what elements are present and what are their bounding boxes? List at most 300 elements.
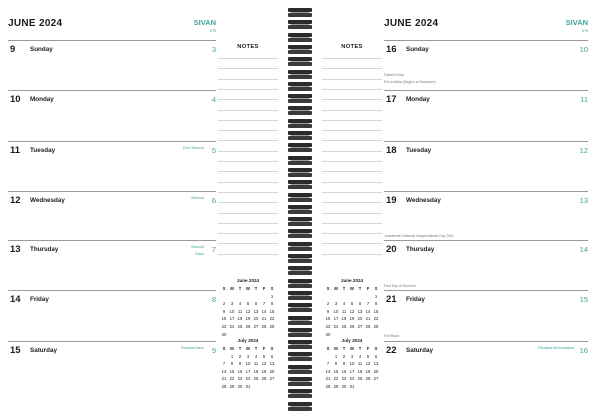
calendar-date	[220, 353, 228, 361]
calendar-date	[356, 293, 364, 301]
calendar-date: 28	[325, 383, 331, 389]
note-line	[218, 79, 278, 80]
spiral-ring	[288, 254, 312, 263]
calendar-date	[348, 293, 356, 301]
calendar-date: 4	[254, 353, 258, 359]
calendar-date: 6	[374, 353, 378, 359]
day-row	[8, 40, 216, 90]
calendar-date: 31	[349, 383, 355, 389]
calendar-date: 20	[253, 316, 259, 322]
month-header	[8, 18, 216, 40]
weekday-header: S	[222, 346, 226, 351]
mini-calendar-grid	[220, 285, 276, 338]
mini-calendar-june	[324, 276, 380, 338]
note-line	[322, 130, 382, 131]
note-line	[322, 120, 382, 121]
spiral-ring	[288, 352, 312, 361]
note-line	[322, 233, 382, 234]
note-line	[218, 110, 278, 111]
hebrew-month-script: סיון	[210, 28, 216, 33]
calendar-date: 4	[342, 301, 346, 307]
calendar-date: 9	[222, 308, 226, 314]
day-number: 19	[386, 195, 397, 206]
calendar-date	[260, 383, 268, 391]
calendar-date: 5	[350, 301, 354, 307]
day-number: 14	[10, 294, 21, 305]
day-number: 11	[10, 145, 21, 156]
weekday-header: T	[238, 286, 242, 291]
calendar-date: 21	[365, 316, 371, 322]
calendar-date: 21	[221, 376, 227, 382]
calendar-date: 12	[349, 308, 355, 314]
calendar-date	[372, 383, 380, 391]
weekday-header: M	[230, 346, 234, 351]
calendar-date: 24	[333, 323, 339, 329]
notes-title: NOTES	[237, 44, 259, 50]
note-line	[322, 161, 382, 162]
calendar-date: 19	[245, 316, 251, 322]
holiday-note: First Day of Summer	[384, 284, 417, 288]
note-line	[322, 213, 382, 214]
note-line	[322, 182, 382, 183]
spiral-ring	[288, 340, 312, 349]
holiday-note: Father's Day	[384, 73, 404, 77]
spiral-ring	[288, 303, 312, 312]
calendar-date: 10	[245, 361, 251, 367]
calendar-date: 10	[333, 308, 339, 314]
weekday-header: T	[358, 286, 362, 291]
calendar-date: 15	[333, 368, 339, 374]
calendar-date: 13	[253, 308, 259, 314]
spiral-ring	[288, 131, 312, 140]
calendar-date: 6	[270, 353, 274, 359]
calendar-date: 25	[341, 323, 347, 329]
calendar-date: 10	[229, 308, 235, 314]
calendar-date: 22	[269, 316, 275, 322]
hebrew-date: 16	[579, 346, 588, 355]
calendar-date: 30	[325, 331, 331, 337]
calendar-date: 30	[341, 383, 347, 389]
hebrew-month-script: סיון	[582, 28, 588, 33]
calendar-date: 26	[365, 376, 371, 382]
calendar-date: 1	[270, 293, 274, 299]
day-number: 16	[386, 44, 397, 55]
calendar-date: 18	[253, 368, 259, 374]
spiral-ring	[288, 389, 312, 398]
note-line	[218, 130, 278, 131]
spiral-ring	[288, 57, 312, 66]
calendar-date: 11	[253, 361, 259, 367]
note-line	[218, 254, 278, 255]
calendar-date: 12	[245, 308, 251, 314]
calendar-date	[324, 293, 332, 301]
day-number: 13	[10, 244, 21, 255]
note-line	[322, 79, 382, 80]
left-page	[8, 0, 216, 415]
day-name: Wednesday	[30, 197, 65, 204]
hebrew-date: 11	[580, 95, 588, 104]
day-row	[384, 191, 588, 241]
calendar-date	[324, 353, 332, 361]
mini-calendar-title: June 2024	[236, 278, 260, 283]
calendar-date: 14	[221, 368, 227, 374]
holiday-note-secondary: Eidus	[195, 252, 204, 256]
note-line	[218, 140, 278, 141]
calendar-date: 11	[237, 308, 243, 314]
calendar-date: 18	[237, 316, 243, 322]
spiral-ring	[288, 156, 312, 165]
mini-calendar-july	[324, 336, 380, 391]
calendar-date	[252, 293, 260, 301]
calendar-date: 8	[230, 361, 234, 367]
calendar-date: 23	[221, 323, 227, 329]
calendar-date: 23	[341, 376, 347, 382]
calendar-date: 16	[221, 316, 227, 322]
calendar-date: 8	[270, 301, 274, 307]
day-row	[384, 90, 588, 140]
note-line	[218, 68, 278, 69]
spiral-ring	[288, 82, 312, 91]
mini-calendar-grid	[324, 345, 380, 391]
note-line	[322, 202, 382, 203]
weekday-header: S	[326, 286, 330, 291]
day-row	[384, 240, 588, 290]
calendar-date: 5	[366, 353, 370, 359]
note-line	[322, 243, 382, 244]
calendar-date: 5	[246, 301, 250, 307]
mini-calendar-grid	[324, 285, 380, 338]
hebrew-date: 13	[579, 196, 588, 205]
note-line	[218, 151, 278, 152]
weekday-header: S	[270, 286, 274, 291]
calendar-date: 28	[221, 383, 227, 389]
calendar-date: 17	[349, 368, 355, 374]
calendar-date: 16	[325, 316, 331, 322]
calendar-date: 17	[245, 368, 251, 374]
day-row	[8, 191, 216, 241]
calendar-date: 1	[334, 353, 338, 359]
calendar-date: 25	[253, 376, 259, 382]
note-line	[218, 192, 278, 193]
holiday-note: Parashat Naso	[180, 346, 204, 350]
spiral-ring	[288, 106, 312, 115]
calendar-date: 30	[221, 331, 227, 337]
calendar-date: 24	[349, 376, 355, 382]
calendar-date: 9	[326, 308, 330, 314]
note-line	[322, 254, 382, 255]
spiral-ring	[288, 279, 312, 288]
calendar-date: 3	[350, 353, 354, 359]
calendar-date: 16	[341, 368, 347, 374]
calendar-date: 3	[246, 353, 250, 359]
weekday-header: F	[262, 286, 266, 291]
calendar-date	[332, 293, 340, 301]
hebrew-date: 14	[579, 245, 588, 254]
calendar-date: 24	[229, 323, 235, 329]
calendar-date: 28	[261, 323, 267, 329]
hebrew-date: 4	[211, 95, 216, 104]
note-line	[322, 68, 382, 69]
hebrew-date: 12	[579, 146, 588, 155]
day-row	[384, 290, 588, 340]
calendar-date: 29	[229, 383, 235, 389]
notes-title: NOTES	[341, 44, 363, 50]
calendar-date: 26	[245, 323, 251, 329]
calendar-date: 14	[365, 308, 371, 314]
hebrew-month: SIVAN	[565, 18, 588, 27]
weekday-header: M	[230, 286, 234, 291]
holiday-note: Shavuot	[191, 245, 204, 249]
calendar-date: 11	[341, 308, 347, 314]
spiral-ring	[288, 193, 312, 202]
spiral-ring	[288, 168, 312, 177]
day-name: Sunday	[406, 46, 429, 53]
calendar-date: 19	[349, 316, 355, 322]
holiday-note: Eid al-Adha (Begins at Sundown)	[384, 80, 436, 84]
calendar-date: 21	[261, 316, 267, 322]
day-row	[8, 290, 216, 340]
spiral-ring	[288, 20, 312, 29]
calendar-date: 23	[325, 323, 331, 329]
calendar-date: 10	[349, 361, 355, 367]
calendar-date: 8	[374, 301, 378, 307]
calendar-date: 1	[230, 353, 234, 359]
day-number: 10	[10, 94, 21, 105]
day-name: Monday	[406, 96, 430, 103]
day-name: Tuesday	[406, 147, 432, 154]
spiral-ring	[288, 365, 312, 374]
calendar-date	[220, 293, 228, 301]
note-line	[218, 120, 278, 121]
calendar-date: 29	[269, 323, 275, 329]
calendar-date: 26	[349, 323, 355, 329]
calendar-date: 23	[237, 376, 243, 382]
hebrew-date: 10	[579, 45, 588, 54]
hebrew-date: 8	[211, 295, 216, 304]
day-row	[8, 90, 216, 140]
calendar-date: 9	[238, 361, 242, 367]
weekday-header: T	[254, 346, 258, 351]
calendar-date: 17	[333, 316, 339, 322]
hebrew-date: 7	[211, 245, 216, 254]
day-name: Friday	[30, 296, 49, 303]
calendar-date	[260, 293, 268, 301]
calendar-date: 2	[238, 353, 242, 359]
calendar-date: 22	[333, 376, 339, 382]
weekday-header: T	[358, 346, 362, 351]
spiral-ring	[288, 242, 312, 251]
spiral-ring	[288, 119, 312, 128]
calendar-date: 27	[253, 323, 259, 329]
calendar-date: 15	[269, 308, 275, 314]
note-line	[218, 202, 278, 203]
calendar-date: 3	[334, 301, 338, 307]
calendar-date: 15	[229, 368, 235, 374]
day-number: 9	[10, 44, 16, 55]
day-number: 21	[386, 294, 397, 305]
day-row	[384, 40, 588, 90]
calendar-date: 29	[373, 323, 379, 329]
calendar-date: 4	[358, 353, 362, 359]
note-line	[322, 140, 382, 141]
note-line	[322, 171, 382, 172]
day-name: Monday	[30, 96, 54, 103]
spiral-ring	[288, 33, 312, 42]
day-number: 12	[10, 195, 21, 206]
day-name: Sunday	[30, 46, 53, 53]
calendar-date: 20	[373, 368, 379, 374]
note-line	[218, 223, 278, 224]
day-name: Tuesday	[30, 147, 56, 154]
calendar-date: 7	[222, 361, 226, 367]
spiral-ring	[288, 180, 312, 189]
month-title: JUNE 2024	[8, 18, 63, 29]
note-line	[322, 151, 382, 152]
note-line	[322, 89, 382, 90]
calendar-date: 27	[357, 323, 363, 329]
day-row	[8, 341, 216, 391]
calendar-date: 19	[261, 368, 267, 374]
note-line	[218, 58, 278, 59]
calendar-date: 14	[261, 308, 267, 314]
note-line	[218, 99, 278, 100]
day-number: 20	[386, 244, 397, 255]
day-row	[8, 141, 216, 191]
weekday-header: M	[334, 286, 338, 291]
calendar-date	[364, 383, 372, 391]
weekday-header: W	[246, 346, 250, 351]
weekday-header: S	[374, 346, 378, 351]
calendar-date: 12	[365, 361, 371, 367]
weekday-header: T	[238, 346, 242, 351]
calendar-date: 21	[325, 376, 331, 382]
weekday-header: S	[222, 286, 226, 291]
spiral-ring	[288, 316, 312, 325]
weekday-header: S	[270, 346, 274, 351]
mini-calendar-title: July 2024	[237, 338, 259, 343]
calendar-date: 20	[269, 368, 275, 374]
calendar-date: 30	[237, 383, 243, 389]
calendar-date	[340, 293, 348, 301]
notes-column-left	[218, 0, 278, 415]
spiral-ring	[288, 266, 312, 275]
calendar-date	[236, 293, 244, 301]
calendar-date: 31	[245, 383, 251, 389]
calendar-date: 8	[334, 361, 338, 367]
calendar-date: 16	[237, 368, 243, 374]
calendar-date: 14	[325, 368, 331, 374]
calendar-date: 11	[357, 361, 363, 367]
month-header	[384, 18, 588, 40]
hebrew-date: 15	[579, 295, 588, 304]
note-line	[322, 58, 382, 59]
calendar-date	[244, 293, 252, 301]
day-number: 18	[386, 145, 397, 156]
calendar-date: 28	[365, 323, 371, 329]
note-line	[218, 243, 278, 244]
note-line	[218, 89, 278, 90]
calendar-date: 22	[229, 376, 235, 382]
weekday-header: T	[254, 286, 258, 291]
calendar-date: 20	[357, 316, 363, 322]
weekday-header: T	[342, 286, 346, 291]
spiral-ring	[288, 291, 312, 300]
spiral-ring	[288, 8, 312, 17]
holiday-note: Full Moon	[384, 334, 400, 338]
calendar-date: 1	[374, 293, 378, 299]
calendar-date: 9	[342, 361, 346, 367]
day-number: 22	[386, 345, 397, 356]
day-name: Thursday	[30, 246, 59, 253]
holiday-note: Juneteenth National Independence Day (US)	[384, 234, 454, 238]
calendar-date: 13	[269, 361, 275, 367]
calendar-date: 18	[341, 316, 347, 322]
calendar-date	[356, 383, 364, 391]
note-line	[322, 99, 382, 100]
mini-calendar-title: July 2024	[341, 338, 363, 343]
calendar-date: 2	[222, 301, 226, 307]
hebrew-date: 9	[211, 346, 216, 355]
right-page	[384, 0, 588, 415]
spiral-ring	[288, 205, 312, 214]
note-line	[322, 223, 382, 224]
mini-calendar-june	[220, 276, 276, 338]
calendar-date	[252, 383, 260, 391]
weekday-header: M	[334, 346, 338, 351]
spiral-ring	[288, 377, 312, 386]
notes-column-right	[322, 0, 382, 415]
spiral-ring	[288, 328, 312, 337]
calendar-date	[228, 293, 236, 301]
note-line	[322, 110, 382, 111]
spiral-ring	[288, 229, 312, 238]
note-line	[218, 171, 278, 172]
note-line	[218, 233, 278, 234]
day-name: Saturday	[406, 347, 433, 354]
spiral-ring	[288, 70, 312, 79]
day-row	[384, 141, 588, 191]
month-title: JUNE 2024	[384, 18, 439, 29]
calendar-date: 25	[357, 376, 363, 382]
weekday-header: W	[350, 346, 354, 351]
mini-calendar-title: June 2024	[340, 278, 364, 283]
weekday-header: F	[366, 346, 370, 351]
spiral-ring	[288, 143, 312, 152]
calendar-date: 7	[326, 361, 330, 367]
weekday-header: W	[246, 286, 250, 291]
calendar-date: 2	[326, 301, 330, 307]
holiday-note: Erev Shavuot	[182, 146, 204, 150]
calendar-date	[268, 383, 276, 391]
calendar-date: 2	[342, 353, 346, 359]
spiral-ring	[288, 45, 312, 54]
calendar-date: 12	[261, 361, 267, 367]
hebrew-date: 5	[211, 146, 216, 155]
calendar-date: 5	[262, 353, 266, 359]
day-number: 17	[386, 94, 397, 105]
calendar-date: 6	[254, 301, 258, 307]
hebrew-month: SIVAN	[193, 18, 216, 27]
day-number: 15	[10, 345, 21, 356]
spiral-ring	[288, 402, 312, 411]
spiral-ring	[288, 217, 312, 226]
day-row	[8, 240, 216, 290]
note-line	[218, 161, 278, 162]
day-name: Saturday	[30, 347, 57, 354]
calendar-date: 3	[230, 301, 234, 307]
holiday-note: Parashat Be'ha'alotkha	[538, 346, 574, 350]
calendar-date: 13	[373, 361, 379, 367]
